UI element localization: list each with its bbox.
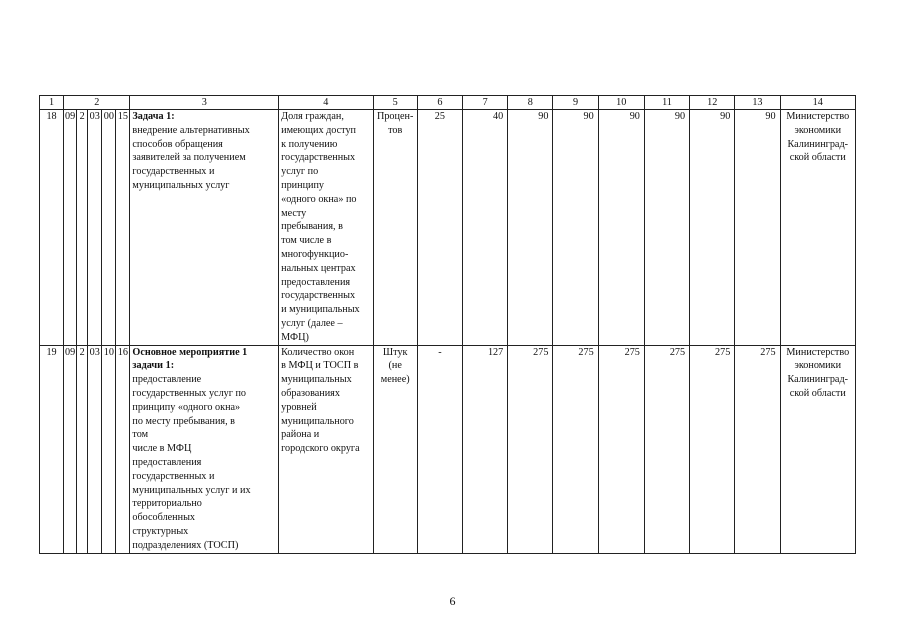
table-row xyxy=(40,345,856,553)
text-line: государственных xyxy=(281,152,356,164)
header-cell: 14 xyxy=(780,96,855,110)
task-cell xyxy=(130,110,279,346)
header-cell: 3 xyxy=(130,96,279,110)
header-row xyxy=(40,96,856,110)
row-number-cell: 18 xyxy=(40,110,64,346)
value-cell: - xyxy=(417,345,462,553)
code-cell: 00 xyxy=(102,110,116,346)
value-cell: 275 xyxy=(553,345,598,553)
text-line: ской области xyxy=(789,387,846,399)
unit-cell xyxy=(373,110,417,346)
text-line: муниципальных xyxy=(281,374,352,386)
text-line: к получению xyxy=(281,138,338,150)
header-cell: 13 xyxy=(735,96,780,110)
text-line: подразделениях (ТОСП) xyxy=(132,539,239,551)
header-cell: 10 xyxy=(598,96,644,110)
value-cell: 275 xyxy=(735,345,780,553)
text-line: «одного окна» по xyxy=(281,193,357,205)
text-line: имеющих доступ xyxy=(281,124,357,136)
code-cell: 03 xyxy=(88,345,102,553)
text-line: месту xyxy=(281,207,307,219)
text-line: МФЦ) xyxy=(281,331,309,343)
text-line: способов обращения xyxy=(132,138,223,150)
code-cell: 2 xyxy=(77,345,88,553)
value-cell: 275 xyxy=(598,345,644,553)
code-cell: 10 xyxy=(102,345,116,553)
text-line: структурных xyxy=(132,525,189,537)
text-line: пребывания, в xyxy=(281,221,343,233)
text-line: Процен- xyxy=(376,111,414,122)
text-line: том xyxy=(132,429,149,441)
row-number-cell: 19 xyxy=(40,345,64,553)
header-cell: 9 xyxy=(553,96,598,110)
text-line: принципу xyxy=(281,179,325,191)
value-cell: 40 xyxy=(463,110,508,346)
text-line: Калининград- xyxy=(787,374,849,386)
text-line: предоставления xyxy=(132,456,202,468)
table-row xyxy=(40,110,856,346)
header-cell: 6 xyxy=(417,96,462,110)
indicator-cell xyxy=(279,110,373,346)
text-line: государственных xyxy=(281,290,356,302)
text-line: Основное мероприятие 1 xyxy=(132,346,248,358)
task-cell xyxy=(130,345,279,553)
value-cell: 25 xyxy=(417,110,462,346)
text-line: ской области xyxy=(789,152,846,164)
text-line: государственных услуг по xyxy=(132,387,247,399)
text-line: Штук xyxy=(382,346,408,358)
page-number: 6 xyxy=(449,594,456,608)
header-cell: 12 xyxy=(690,96,735,110)
code-cell: 09 xyxy=(64,345,77,553)
text-line: менее) xyxy=(380,374,410,386)
text-line: по месту пребывания, в xyxy=(132,415,235,427)
value-cell: 275 xyxy=(644,345,689,553)
text-line: Задача 1: xyxy=(132,111,175,122)
text-line: государственных и xyxy=(132,470,215,482)
text-line: Калининград- xyxy=(787,138,849,150)
text-line: муниципального xyxy=(281,415,354,427)
header-cell: 11 xyxy=(644,96,689,110)
code-cell: 15 xyxy=(116,110,130,346)
responsible-cell xyxy=(780,110,855,346)
text-line: территориально xyxy=(132,498,202,510)
header-cell: 1 xyxy=(40,96,64,110)
text-line: муниципальных услуг и их xyxy=(132,484,251,496)
text-line: городского округа xyxy=(281,443,360,455)
text-line: экономики xyxy=(794,360,842,372)
text-line: Количество окон xyxy=(281,346,355,358)
text-line: нальных центрах xyxy=(281,262,356,274)
program-table xyxy=(39,95,856,554)
value-cell: 90 xyxy=(644,110,689,346)
text-line: района и xyxy=(281,429,320,441)
text-line: предоставления xyxy=(281,276,351,288)
text-line: внедрение альтернативных xyxy=(132,124,250,136)
code-cell: 09 xyxy=(64,110,77,346)
text-line: многофункцио- xyxy=(281,248,349,260)
text-line: уровней xyxy=(281,401,317,413)
text-line: Министерство xyxy=(786,346,850,358)
value-cell: 90 xyxy=(508,110,553,346)
code-cell: 2 xyxy=(77,110,88,346)
text-line: и муниципальных xyxy=(281,304,360,316)
value-cell: 275 xyxy=(508,345,553,553)
responsible-cell xyxy=(780,345,855,553)
text-line: услуг (далее – xyxy=(281,317,343,329)
text-line: обособленных xyxy=(132,512,196,524)
value-cell: 90 xyxy=(553,110,598,346)
text-line: (не xyxy=(388,360,402,372)
value-cell: 275 xyxy=(690,345,735,553)
text-line: экономики xyxy=(794,124,842,136)
code-cell: 03 xyxy=(88,110,102,346)
text-line: том числе в xyxy=(281,235,332,247)
text-line: государственных и xyxy=(132,166,215,178)
value-cell: 90 xyxy=(598,110,644,346)
value-cell: 90 xyxy=(735,110,780,346)
value-cell: 127 xyxy=(463,345,508,553)
text-line: принципу «одного окна» xyxy=(132,401,241,413)
header-cell: 7 xyxy=(463,96,508,110)
header-cell: 5 xyxy=(373,96,417,110)
text-line: Министерство xyxy=(786,111,850,122)
header-cell: 2 xyxy=(64,96,130,110)
unit-cell xyxy=(373,345,417,553)
text-line: тов xyxy=(388,124,403,136)
code-cell: 16 xyxy=(116,345,130,553)
text-line: числе в МФЦ xyxy=(132,443,192,455)
header-cell: 8 xyxy=(508,96,553,110)
text-line: предоставление xyxy=(132,374,202,386)
text-line: в МФЦ и ТОСП в xyxy=(281,360,359,372)
text-line: услуг по xyxy=(281,166,319,178)
value-cell: 90 xyxy=(690,110,735,346)
text-line: муниципальных услуг xyxy=(132,179,230,191)
text-line: заявителей за получением xyxy=(132,152,246,164)
text-line: образованиях xyxy=(281,387,340,399)
text-line: Доля граждан, xyxy=(281,111,344,122)
header-cell: 4 xyxy=(279,96,373,110)
text-line: задачи 1: xyxy=(132,360,175,372)
indicator-cell xyxy=(279,345,373,553)
